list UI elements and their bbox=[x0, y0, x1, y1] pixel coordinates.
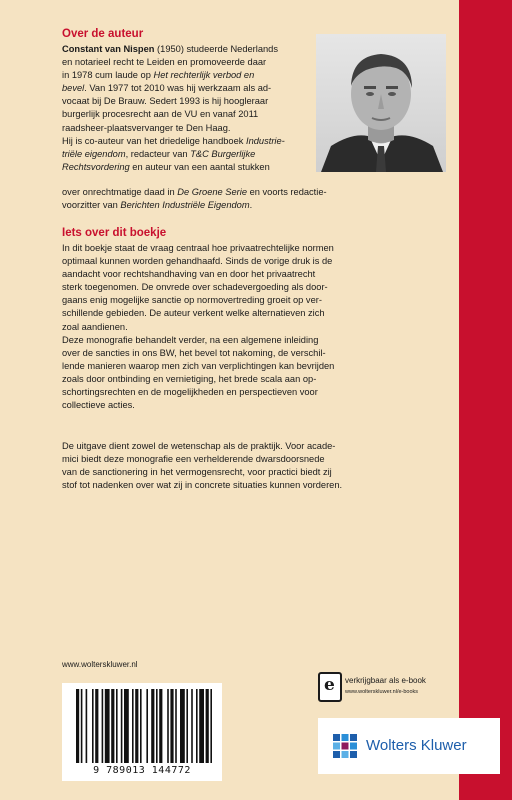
barcode-bar bbox=[167, 689, 169, 763]
barcode-bar bbox=[199, 689, 204, 763]
barcode-bar bbox=[121, 689, 123, 763]
author-heading: Over de auteur bbox=[62, 28, 144, 40]
wolters-kluwer-logo-icon bbox=[330, 731, 360, 761]
barcode-bar bbox=[146, 689, 148, 763]
barcode-bar bbox=[76, 689, 79, 763]
barcode-bar bbox=[191, 689, 193, 763]
barcode-bar bbox=[180, 689, 185, 763]
barcode-number: 9 789013 144772 bbox=[93, 765, 191, 776]
barcode-bar bbox=[156, 689, 158, 763]
barcode-bar bbox=[210, 689, 212, 763]
isbn-barcode bbox=[62, 683, 222, 781]
barcode-bar bbox=[151, 689, 154, 763]
publisher-logo-box bbox=[318, 718, 500, 774]
barcode-bar bbox=[186, 689, 188, 763]
barcode-bar bbox=[105, 689, 110, 763]
author-photo bbox=[316, 34, 446, 172]
barcode-bar bbox=[159, 689, 162, 763]
barcode-bar bbox=[102, 689, 104, 763]
barcode-bar bbox=[132, 689, 134, 763]
barcode-bar bbox=[175, 689, 177, 763]
barcode-bar bbox=[140, 689, 142, 763]
barcode-bar bbox=[170, 689, 173, 763]
ebook-url[interactable]: www.wolterskluwer.nl/e-books bbox=[345, 689, 419, 695]
author-name: Constant van Nispen bbox=[62, 44, 155, 54]
barcode-bar bbox=[86, 689, 88, 763]
ebook-label: verkrijgbaar als e-book bbox=[345, 676, 426, 685]
barcode-bar bbox=[196, 689, 198, 763]
book-paragraph-3: De uitgave dient zowel de wetenschap als de praktijk. Voor acade- mici biedt deze monografie een verhelderende dwarsdoorsnede van de sanctionering in het vermogensrecht, voor practici biedt zij stof tot nadenken over wat zij in concrete situaties kunnen vorderen. bbox=[62, 441, 343, 491]
barcode-bar bbox=[81, 689, 83, 763]
book-heading: Iets over dit boekje bbox=[62, 227, 167, 239]
book-paragraph-1: In dit boekje staat de vraag centraal hoe privaatrechtelijke normen optimaal kunnen worden gehandhaafd. Sinds de vorige druk is de aandacht voor rechtshandhaving van en door het privaatrecht sterk toegenomen. De onvrede over schadevergoeding als door- gaans enig mogelijke sanctie op normovertreding groeit op ver- schillende gebieden. De auteur verkent welke alternatieven zich zoal aandienen. bbox=[62, 243, 334, 332]
publisher-name: Wolters Kluwer bbox=[366, 737, 467, 754]
barcode-bar bbox=[92, 689, 94, 763]
red-spine-band bbox=[459, 0, 512, 800]
ebook-icon: e bbox=[318, 672, 342, 702]
publisher-url[interactable]: www.wolterskluwer.nl bbox=[62, 660, 138, 669]
barcode-bar bbox=[135, 689, 138, 763]
author-bio-continued: over onrechtmatige daad in De Groene Serie en voorts redactie- voorzitter van Berichten Industriële Eigendom. bbox=[62, 187, 327, 211]
barcode-bar bbox=[95, 689, 98, 763]
author-bio: Constant van Nispen (1950) studeerde Nederlands en notarieel recht te Leiden en promoveerde daar in 1978 cum laude op Het rechterlijk verbod en bevel. Van 1977 tot 2010 was hij werkzaam als ad- vocaat bij De Brauw. Sedert 1993 is hij hoogleraar burgerlijk procesrecht aan de VU en vanaf 2011 raadsheer-plaatsvervanger te Den Haag. Hij is co-auteur van het driedelige handboek Industrie- triële eigendom, redacteur van T&C Burgerlijke Rechtsvordering en auteur van een aantal stukken bbox=[62, 44, 285, 172]
barcode-bar bbox=[206, 689, 209, 763]
barcode-bar bbox=[111, 689, 114, 763]
barcode-bar bbox=[116, 689, 118, 763]
book-paragraph-2: Deze monografie behandelt verder, na een algemene inleiding over de sancties in ons BW, het bevel tot nakoming, de verschil- lende manieren waarop men zich van verplichtingen kan bevrijden zoals door ontbinding en vernietiging, het brede scala aan op- schortingsrechten en de mogelijkheden en perspectieven voor collectieve acties. bbox=[62, 335, 335, 411]
barcode-bar bbox=[124, 689, 129, 763]
